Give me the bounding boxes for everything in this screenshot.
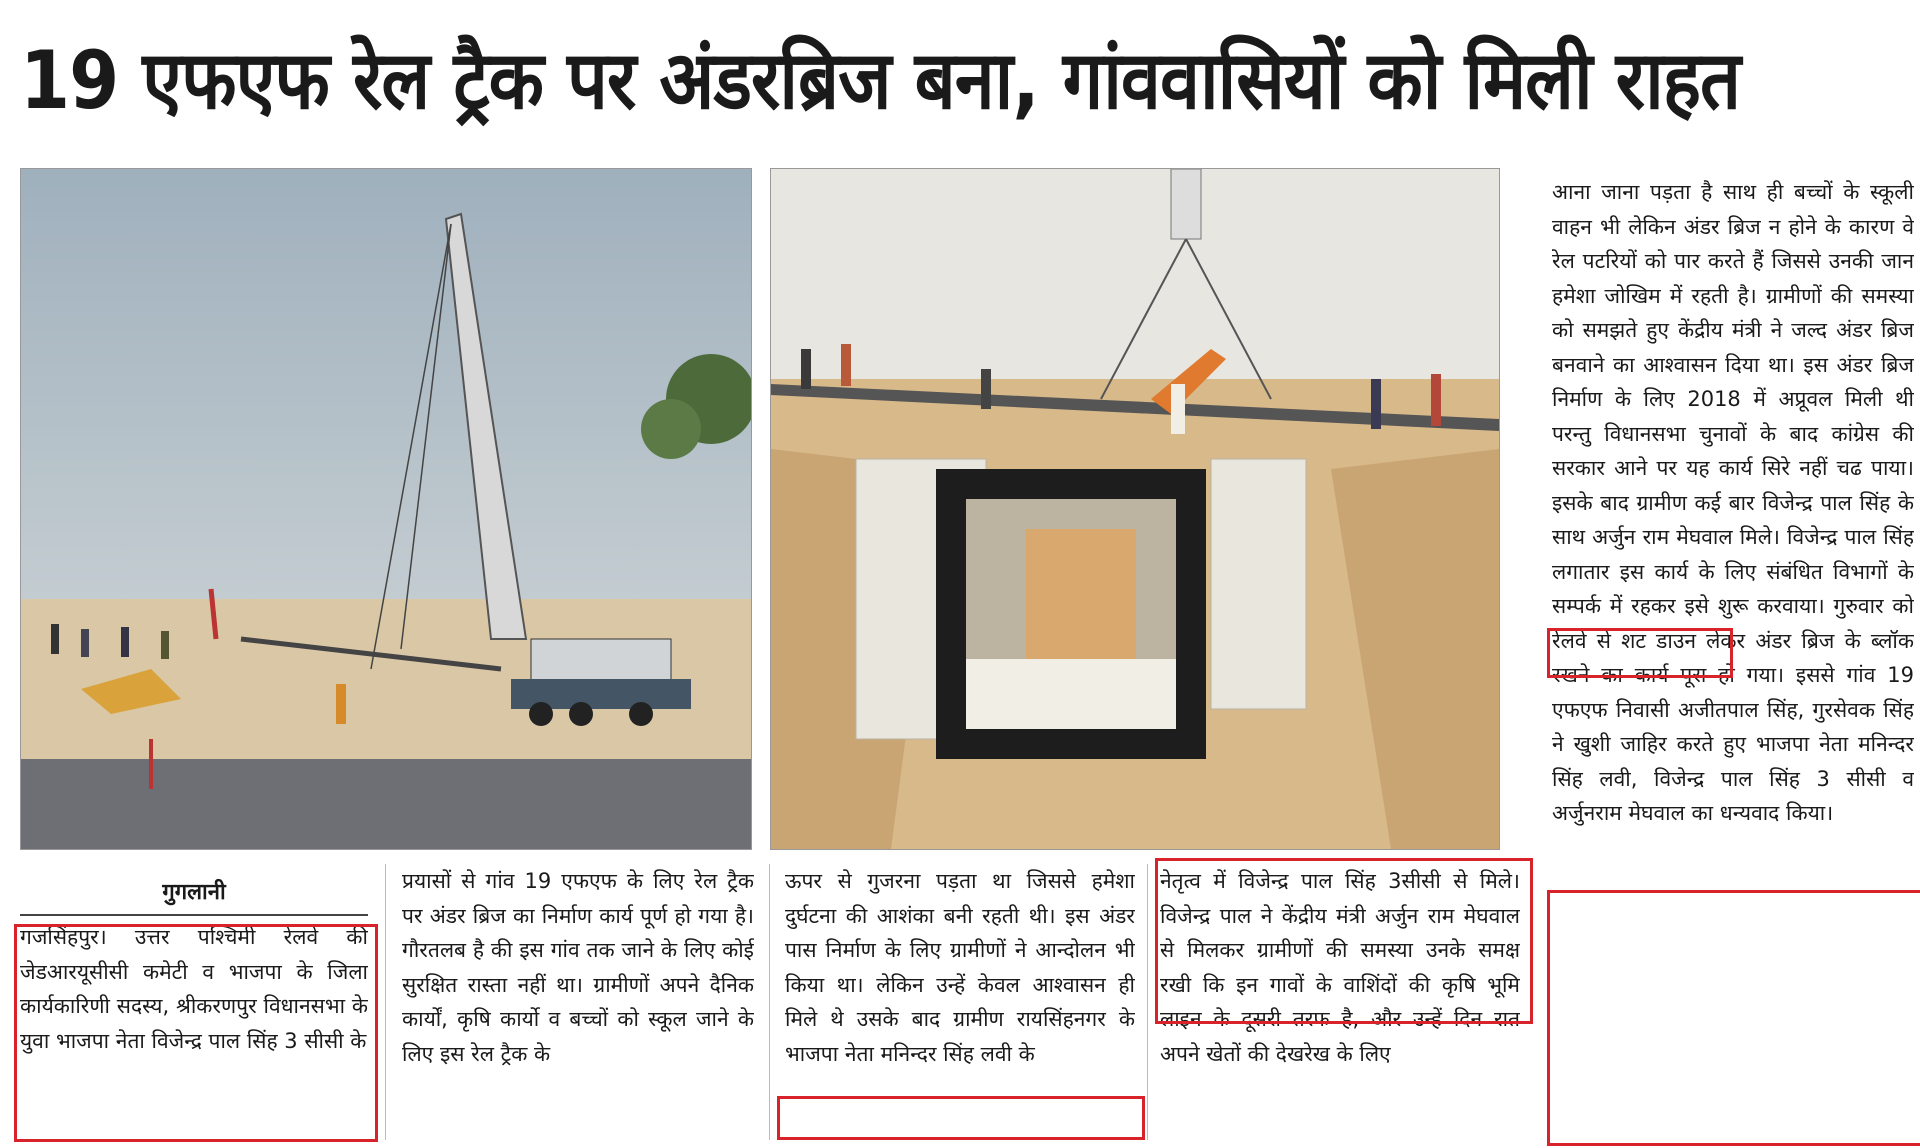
column-divider	[1147, 864, 1148, 1140]
crane-photo	[20, 168, 752, 850]
byline: गुगलानी	[20, 874, 368, 916]
article-column-right: आना जाना पड़ता है साथ ही बच्चों के स्कूली वाहन भी लेकिन अंडर ब्रिज न होने के कारण वे रेल पटरियों को पार करते हैं जिससे उनकी जान हमेशा जोखिम में रहती है। ग्रामीणों की समस्या को समझते हुए केंद्रीय मंत्री ने जल्द अंडर ब्रिज बनवाने का आश्वासन दिया था। इस अंडर ब्रिज निर्माण के लिए 2018 में अप्रूवल मिली थी परन्तु विधानसभा चुनावों के बाद कांग्रेस की सरकार आने पर यह कार्य सिरे नहीं चढ पाया। इसके बाद ग्रामीण कई बार विजेन्द्र पाल सिंह के साथ अर्जुन राम मेघवाल मिले। विजेन्द्र पाल सिंह लगातार इस कार्य के लिए संबंधित विभागों के सम्पर्क में रहकर इसे शुरू करवाया। गुरुवार को रेलवे से शट डाउन लेकर अंडर ब्रिज के ब्लॉक रखने का कार्य पूरा हो गया। इससे गांव 19 एफएफ निवासी अजीतपाल सिंह, गुरसेवक सिंह ने खुशी जाहिर करते हुए भाजपा नेता मनिन्दर सिंह लवी, विजेन्द्र पाल सिंह 3 सीसी व अर्जुनराम मेघवाल का धन्यवाद किया।	[1552, 180, 1914, 825]
column-divider	[385, 864, 386, 1140]
column-divider	[769, 864, 770, 1140]
article-column-2: प्रयासों से गांव 19 एफएफ के लिए रेल ट्रैक पर अंडर ब्रिज का निर्माण कार्य पूर्ण हो गया है। गौरतलब है की इस गांव तक जाने के लिए कोई सुरक्षित रास्ता नहीं था। ग्रामीणों अपने दैनिक कार्यों, कृषि कार्यो व बच्चों को स्कूल जाने के लिए इस रेल ट्रैक के	[402, 869, 754, 1066]
underbridge-photo	[770, 168, 1500, 850]
headline: 19 एफएफ रेल ट्रैक पर अंडरब्रिज बना, गांववासियों को मिली राहत	[20, 32, 1741, 128]
article-column-1: गजसिंहपुर। उत्तर पश्चिमी रेलवे की जेडआरयूसीसी कमेटी व भाजपा के जिला कार्यकारिणी सदस्य, श्रीकरणपुर विधानसभा के युवा भाजपा नेता विजेन्द्र पाल सिंह 3 सीसी के	[20, 925, 368, 1053]
article-column-3: ऊपर से गुजरना पड़ता था जिससे हमेशा दुर्घटना की आशंका बनी रहती थी। इस अंडर पास निर्माण के लिए ग्रामीणों ने आन्दोलन भी किया था। लेकिन उन्हें केवल आश्वासन ही मिले थे उसके बाद ग्रामीण रायसिंहनगर के भाजपा नेता मनिन्दर सिंह लवी के	[785, 869, 1135, 1066]
article-column-4: नेतृत्व में विजेन्द्र पाल सिंह 3सीसी से मिले। विजेन्द्र पाल ने केंद्रीय मंत्री अर्जुन राम मेघवाल से मिलकर ग्रामीणों की समस्या उनके समक्ष रखी कि इन गावों के वाशिंदों की कृषि भूमि लाइन के दूसरी तरफ है, और उन्हें दिन रात अपने खेतों की देखरेख के लिए	[1160, 869, 1520, 1066]
